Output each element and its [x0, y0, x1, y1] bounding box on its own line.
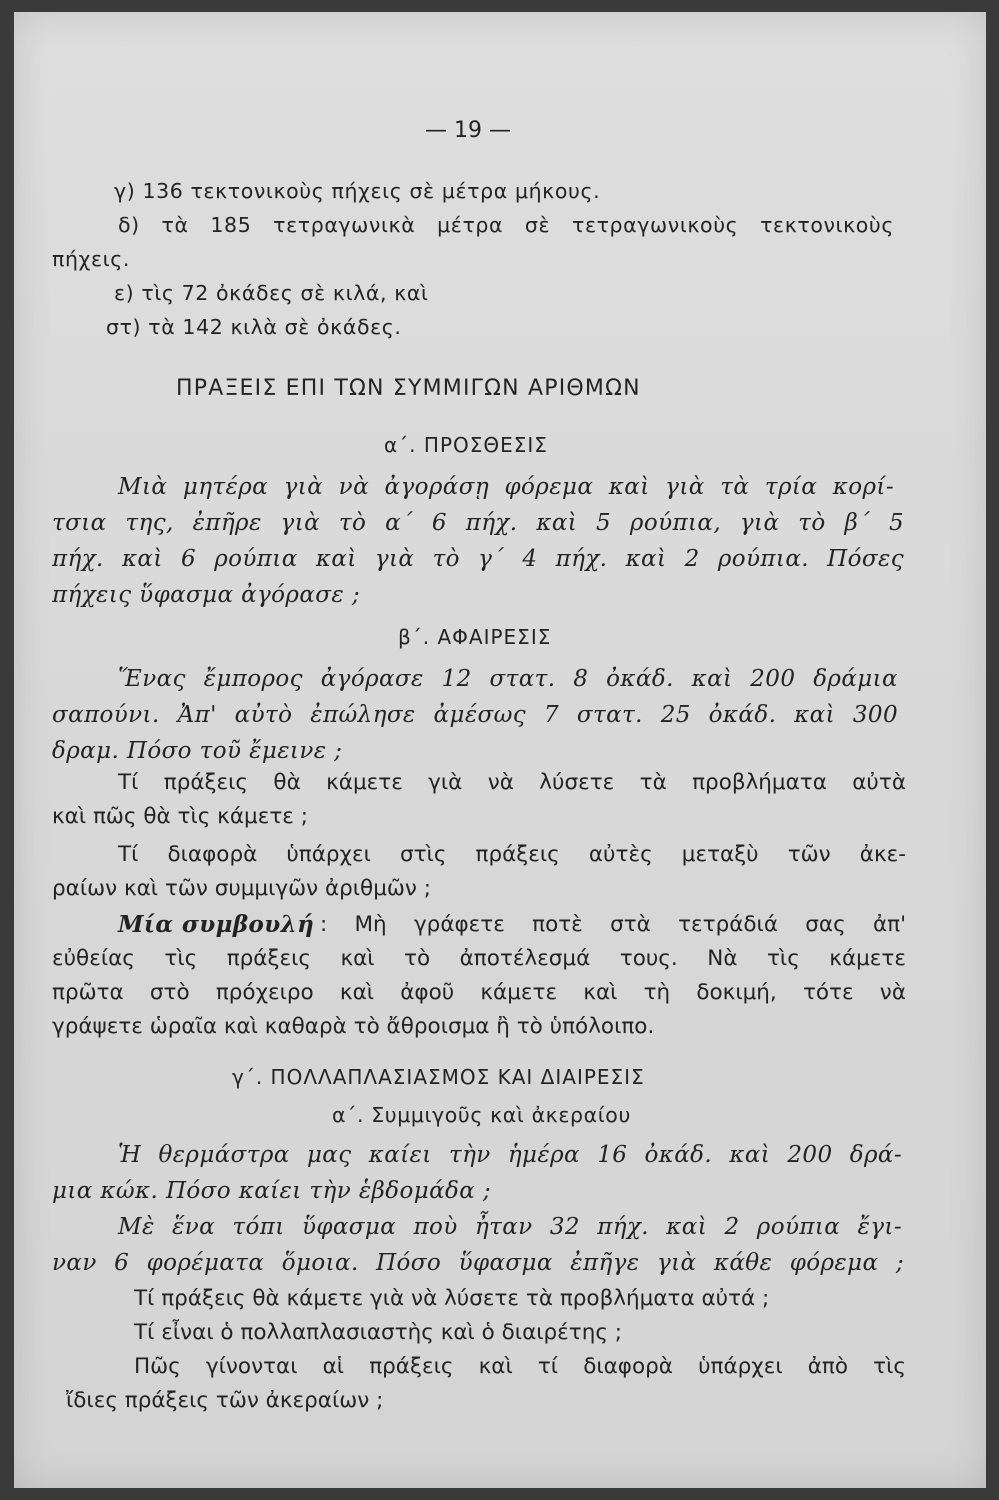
- exercise-line: δ) τὰ 185 τετραγωνικὰ μέτρα σὲ τετραγωνικοὺς τεκτονικοὺς: [118, 213, 894, 237]
- problem-line: Ἡ θερμάστρα μας καίει τὴν ἡμέρα 16 ὀκάδ. καὶ 200 δρά-: [118, 1142, 902, 1168]
- book-page: [14, 12, 986, 1488]
- question-line: ἴδιες πράξεις τῶν ἀκεραίων ;: [66, 1388, 384, 1413]
- exercise-line: πήχεις.: [52, 247, 130, 271]
- advice-line: εὐθείας τὶς πράξεις καὶ τὸ ἀποτέλεσμά τους. Νὰ τὶς κάμετε: [52, 946, 906, 971]
- problem-line: τσια της, ἐπῆρε γιὰ τὸ α΄ 6 πήχ. καὶ 5 ρούπια, γιὰ τὸ β΄ 5: [52, 510, 904, 536]
- question-line: Τί πράξεις θὰ κάμετε γιὰ νὰ λύσετε τὰ προβλήματα αὐτά ;: [134, 1286, 770, 1311]
- advice-line: γράψετε ὡραῖα καὶ καθαρὰ τὸ ἄθροισμα ἢ τὸ ὑπόλοιπο.: [52, 1014, 655, 1039]
- advice-line: πρῶτα στὸ πρόχειρο καὶ ἀφοῦ κάμετε καὶ τὴ δοκιμή, τότε νὰ: [52, 980, 906, 1005]
- problem-line: πήχ. καὶ 6 ρούπια καὶ γιὰ τὸ γ΄ 4 πήχ. καὶ 2 ρούπια. Πόσες: [52, 546, 904, 572]
- question-line: καὶ πῶς θὰ τὶς κάμετε ;: [52, 804, 308, 829]
- problem-line: δραμ. Πόσο τοῦ ἔμεινε ;: [52, 738, 343, 764]
- exercise-line: στ) τὰ 142 κιλὰ σὲ ὀκάδες.: [106, 315, 402, 339]
- section-subheading: α΄. Συμμιγοῦς καὶ ἀκεραίου: [332, 1103, 631, 1127]
- exercise-line: γ) 136 τεκτονικοὺς πήχεις σὲ μέτρα μήκους.: [114, 179, 601, 203]
- problem-line: σαπούνι. Ἀπ' αὐτὸ ἐπώλησε ἀμέσως 7 στατ. 25 ὀκάδ. καὶ 300: [52, 702, 898, 728]
- question-line: Πῶς γίνονται αἱ πράξεις καὶ τί διαφορὰ ὑπάρχει ἀπὸ τὶς: [134, 1354, 906, 1379]
- problem-line: μια κώκ. Πόσο καίει τὴν ἑβδομάδα ;: [52, 1178, 492, 1204]
- question-line: Τί πράξεις θὰ κάμετε γιὰ νὰ λύσετε τὰ προβλήματα αὐτὰ: [118, 770, 906, 795]
- page-number: — 19 —: [425, 118, 511, 143]
- question-line: Τί διαφορὰ ὑπάρχει στὶς πράξεις αὐτὲς μεταξὺ τῶν ἀκε-: [118, 842, 906, 867]
- problem-line: Ἕνας ἔμπορος ἀγόρασε 12 στατ. 8 ὀκάδ. καὶ 200 δράμια: [118, 666, 898, 692]
- exercise-line: ε) τὶς 72 ὀκάδες σὲ κιλά, καὶ: [114, 281, 429, 305]
- advice-label: Μία συμβουλή: [118, 911, 315, 938]
- section-heading: α΄. ΠΡΟΣΘΕΣΙΣ: [384, 433, 548, 457]
- problem-line: Μὲ ἕνα τόπι ὕφασμα ποὺ ἦταν 32 πήχ. καὶ 2 ρούπια ἔγι-: [118, 1214, 902, 1240]
- question-line: ραίων καὶ τῶν συμμιγῶν ἀριθμῶν ;: [52, 876, 431, 901]
- section-heading: γ΄. ΠΟΛΛΑΠΛΑΣΙΑΣΜΟΣ ΚΑΙ ΔΙΑΙΡΕΣΙΣ: [232, 1065, 645, 1089]
- main-heading: ΠΡΑΞΕΙΣ ΕΠΙ ΤΩΝ ΣΥΜΜΙΓΩΝ ΑΡΙΘΜΩΝ: [176, 376, 641, 401]
- problem-line: ναν 6 φορέματα ὅμοια. Πόσο ὕφασμα ἐπῆγε γιὰ κάθε φόρεμα ;: [52, 1250, 904, 1276]
- problem-line: πήχεις ὕφασμα ἀγόρασε ;: [52, 582, 360, 608]
- section-heading: β΄. ΑΦΑΙΡΕΣΙΣ: [398, 625, 552, 649]
- advice-line: : Μὴ γράφετε ποτὲ στὰ τετράδιά σας ἀπ': [320, 912, 906, 937]
- problem-line: Μιὰ μητέρα γιὰ νὰ ἀγοράσῃ φόρεμα καὶ γιὰ τὰ τρία κορί-: [118, 474, 894, 500]
- question-line: Τί εἶναι ὁ πολλαπλασιαστὴς καὶ ὁ διαιρέτης ;: [134, 1320, 623, 1345]
